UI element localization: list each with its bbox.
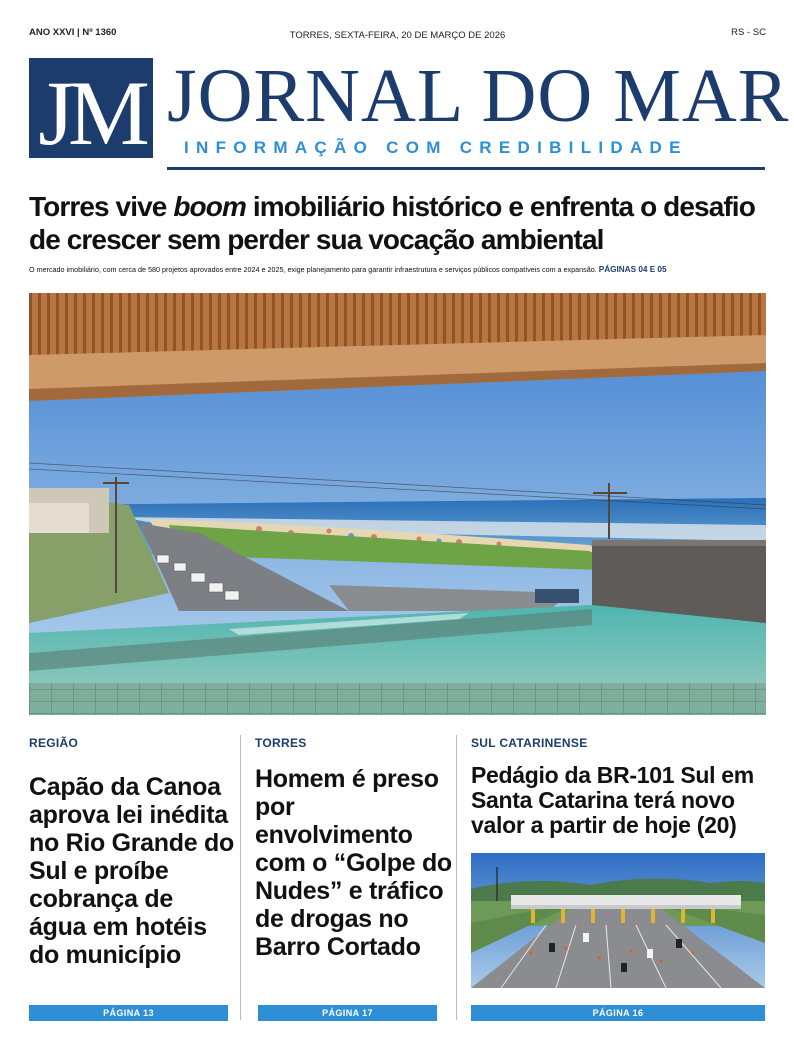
- lead-photo[interactable]: [29, 293, 766, 715]
- lead-deck-text: O mercado imobiliário, com cerca de 580 projetos aprovados entre 2024 e 2025, exige planejamento para garantir infraestrutura e serviços públicos compatíveis com a expansão.: [29, 265, 597, 274]
- story-headline[interactable]: Pedágio da BR-101 Sul em Santa Catarina terá novo valor a partir de hoje (20): [471, 762, 754, 838]
- edition-strip: [29, 27, 766, 41]
- lead-headline-part: Torres vive: [29, 191, 174, 222]
- lead-headline[interactable]: [29, 190, 766, 256]
- story-headline[interactable]: Capão da Canoa aprova lei inédita no Rio Grande do Sul e proíbe cobrança de água em hotéis do município: [29, 773, 234, 969]
- newspaper-title: JORNAL DO MAR: [167, 54, 790, 138]
- story-sul-catarinense[interactable]: [471, 733, 771, 838]
- section-label: SUL CATARINENSE: [471, 736, 588, 750]
- edition-date: TORRES, SEXTA-FEIRA, 20 DE MARÇO DE 2026: [289, 30, 506, 41]
- edition-number: ANO XXVI | Nº 1360: [29, 27, 117, 38]
- toll-plaza-photo[interactable]: [471, 853, 765, 988]
- section-label: TORRES: [255, 736, 307, 750]
- column-divider: [456, 735, 457, 1020]
- newspaper-slogan: INFORMAÇÃO COM CREDIBILIDADE: [184, 138, 688, 157]
- page-ref-bar[interactable]: PÁGINA 13: [29, 1005, 228, 1021]
- story-region[interactable]: [29, 733, 234, 969]
- edition-region: RS - SC: [731, 27, 766, 38]
- masthead-rule: [167, 167, 765, 170]
- story-torres[interactable]: [255, 733, 455, 961]
- jm-logo: [29, 58, 153, 158]
- lead-headline-part: imobiliário histórico e enfrenta o desafio de crescer sem perder sua vocação ambiental: [29, 191, 755, 255]
- lead-deck: [29, 265, 769, 275]
- column-divider: [240, 735, 241, 1020]
- lead-headline-italic: boom: [173, 191, 246, 222]
- story-headline[interactable]: Homem é preso por envolvimento com o “Golpe do Nudes” e tráfico de drogas no Barro Cortado: [255, 765, 452, 961]
- page-ref-bar[interactable]: PÁGINA 17: [258, 1005, 437, 1021]
- page-ref-bar[interactable]: PÁGINA 16: [471, 1005, 765, 1021]
- logo-letters: JM: [38, 62, 144, 158]
- lead-page-ref: PÁGINAS 04 E 05: [598, 265, 667, 274]
- section-label: REGIÃO: [29, 736, 79, 750]
